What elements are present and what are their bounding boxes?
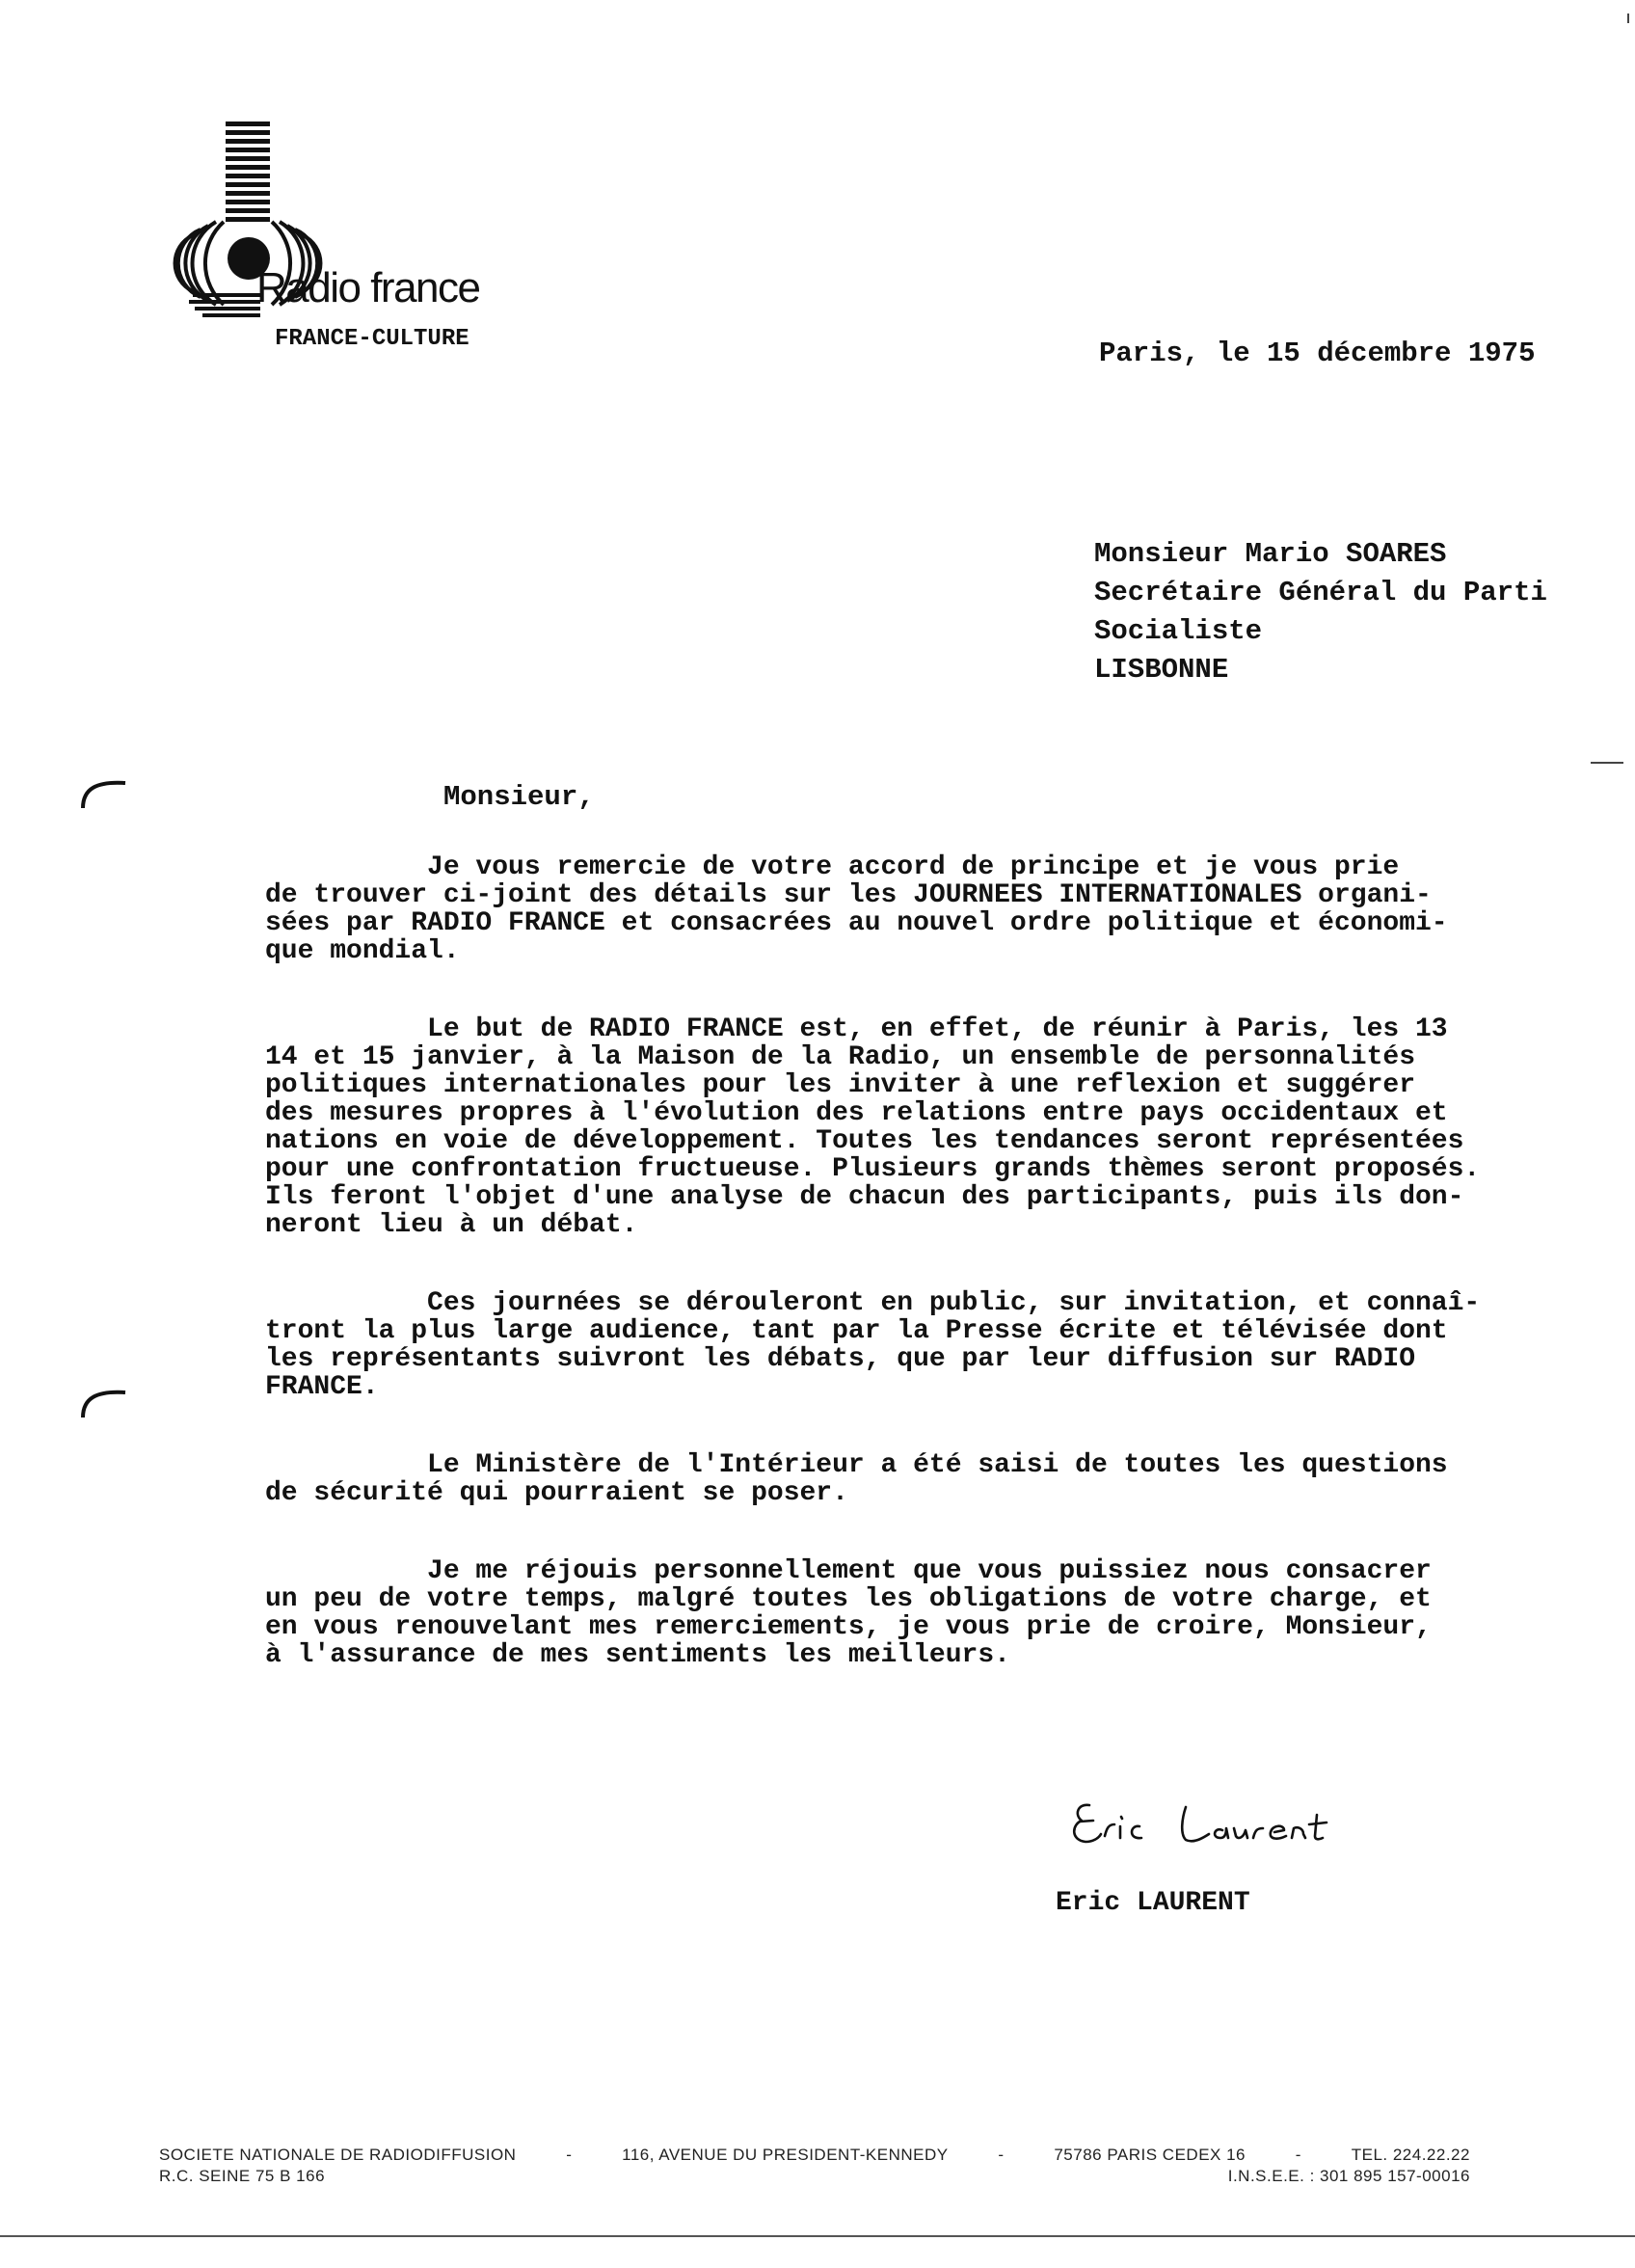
footer-registry: R.C. SEINE 75 B 166 <box>159 2167 326 2185</box>
radio-france-logo <box>164 114 549 326</box>
margin-mark-icon <box>75 1381 133 1419</box>
letter-date: Paris, le 15 décembre 1975 <box>1099 338 1536 369</box>
recipient-line: Socialiste <box>1094 615 1263 647</box>
footer-separator: - <box>1295 2146 1301 2164</box>
recipient-address <box>1094 535 1547 689</box>
station-name: FRANCE-CULTURE <box>275 326 469 352</box>
body-line: pour une confrontation fructueuse. Plusieurs grands thèmes seront proposés. <box>265 1154 1481 1184</box>
recipient-line: Monsieur Mario SOARES <box>1094 538 1447 570</box>
footer-insee: I.N.S.E.E. : 301 895 157-00016 <box>1227 2167 1470 2185</box>
recipient-line: LISBONNE <box>1094 654 1229 686</box>
body-line: un peu de votre temps, malgré toutes les obligations de votre charge, et <box>265 1584 1432 1614</box>
body-line: sées par RADIO FRANCE et consacrées au nouvel ordre politique et économi- <box>265 908 1448 938</box>
footer-line-2 <box>159 2167 1470 2186</box>
salutation: Monsieur, <box>443 781 595 813</box>
footer-company: SOCIETE NATIONALE DE RADIODIFFUSION <box>159 2146 517 2164</box>
paragraph <box>265 853 1591 965</box>
paragraph <box>265 1289 1591 1401</box>
body-line: Je vous remercie de votre accord de principe et je vous prie <box>265 852 1400 882</box>
footer-city: 75786 PARIS CEDEX 16 <box>1054 2146 1246 2164</box>
body-line: Ces journées se dérouleront en public, sur invitation, et connaî- <box>265 1288 1481 1318</box>
body-line: en vous renouvelant mes remerciements, je vous prie de croire, Monsieur, <box>265 1612 1432 1642</box>
body-line: FRANCE. <box>265 1372 379 1402</box>
body-line: politiques internationales pour les inviter à une reflexion et suggérer <box>265 1070 1415 1100</box>
body-line: les représentants suivront les débats, que par leur diffusion sur RADIO <box>265 1344 1415 1374</box>
body-line: de sécurité qui pourraient se poser. <box>265 1478 848 1508</box>
body-line: à l'assurance de mes sentiments les meilleurs. <box>265 1640 1010 1670</box>
bottom-rule <box>0 2235 1635 2237</box>
footer-line-1 <box>159 2146 1470 2165</box>
body-line: des mesures propres à l'évolution des relations entre pays occidentaux et <box>265 1098 1448 1128</box>
brand-name: Radio france <box>256 264 480 311</box>
paragraph <box>265 1451 1591 1507</box>
handwritten-signature <box>1060 1786 1369 1863</box>
body-line: que mondial. <box>265 936 460 966</box>
body-line: 14 et 15 janvier, à la Maison de la Radio, un ensemble de personnalités <box>265 1042 1415 1072</box>
body-line: tront la plus large audience, tant par la Presse écrite et télévisée dont <box>265 1316 1448 1346</box>
margin-mark-icon <box>75 771 133 810</box>
body-line: Le Ministère de l'Intérieur a été saisi de toutes les questions <box>265 1450 1448 1480</box>
footer-separator: - <box>566 2146 573 2164</box>
body-line: nations en voie de développement. Toutes les tendances seront représentées <box>265 1126 1464 1156</box>
letter-body <box>265 853 1591 1719</box>
signer-name: Eric LAURENT <box>1056 1888 1250 1918</box>
recipient-line: Secrétaire Général du Parti <box>1094 577 1547 608</box>
footer-phone: TEL. 224.22.22 <box>1351 2146 1470 2164</box>
paragraph <box>265 1557 1591 1669</box>
paragraph <box>265 1015 1591 1239</box>
body-line: Je me réjouis personnellement que vous puissiez nous consacrer <box>265 1556 1432 1586</box>
edge-mark <box>1627 14 1629 23</box>
footer-address: 116, AVENUE DU PRESIDENT-KENNEDY <box>622 2146 949 2164</box>
footer-separator: - <box>998 2146 1005 2164</box>
body-line: Ils feront l'objet d'une analyse de chacun des participants, puis ils don- <box>265 1182 1464 1212</box>
body-line: neront lieu à un débat. <box>265 1210 638 1240</box>
body-line: de trouver ci-joint des détails sur les JOURNEES INTERNATIONALES organi- <box>265 880 1432 910</box>
body-line: Le but de RADIO FRANCE est, en effet, de réunir à Paris, les 13 <box>265 1014 1448 1044</box>
letterhead-footer <box>159 2146 1470 2186</box>
edge-mark <box>1591 762 1623 764</box>
